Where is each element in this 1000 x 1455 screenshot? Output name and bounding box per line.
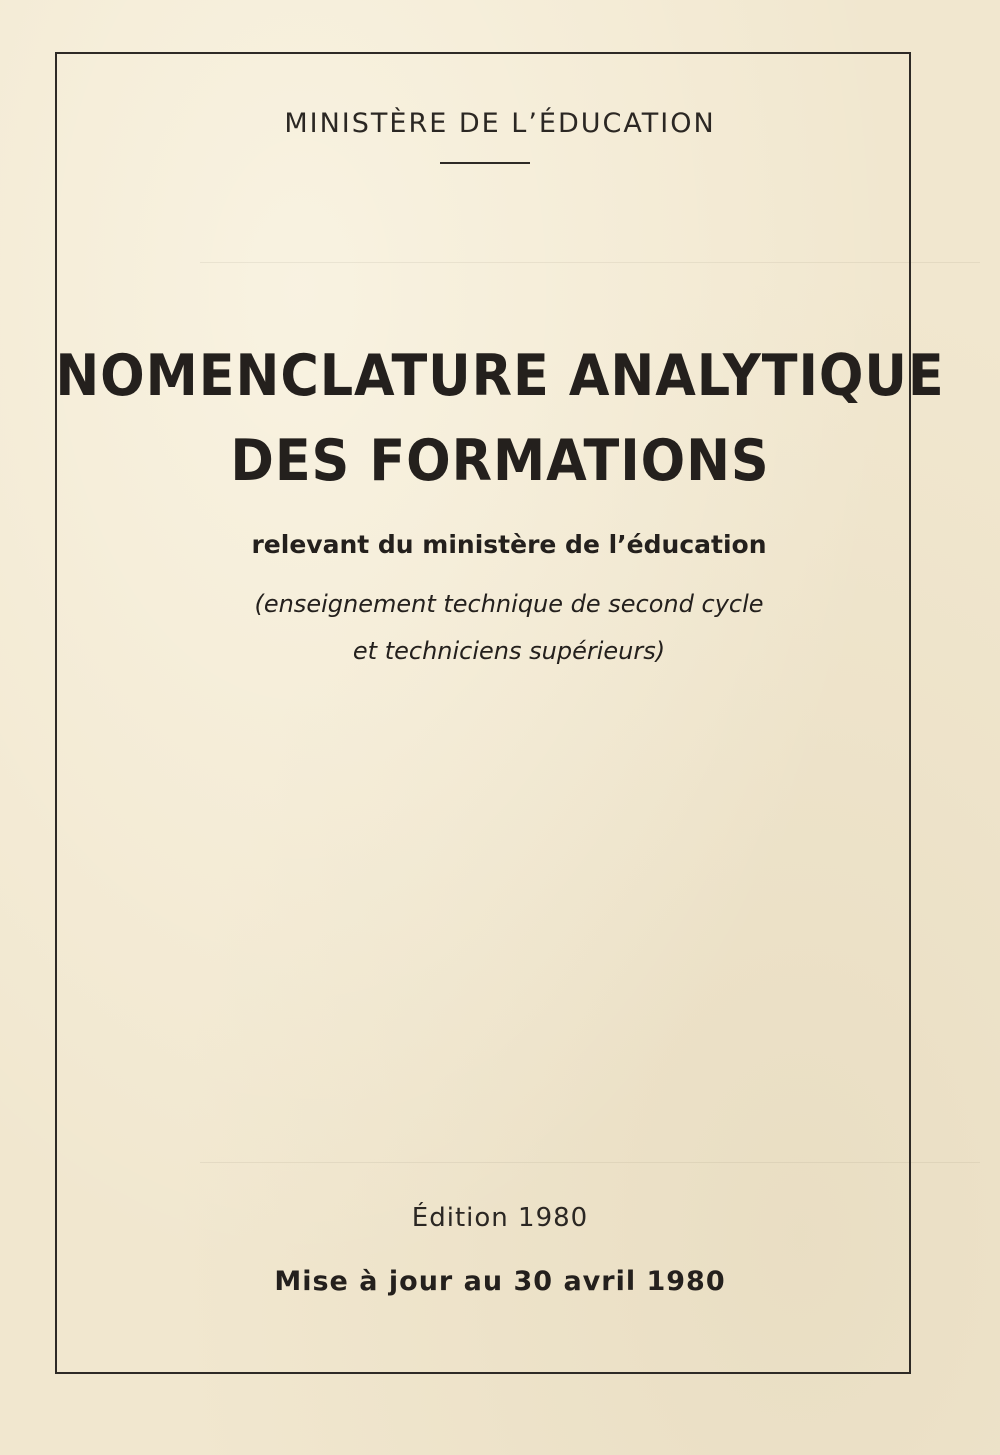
document-title-line-2: DES FORMATIONS (230, 428, 770, 494)
subtitle-line-2: (enseignement technique de second cycle (254, 590, 764, 618)
update-date-label: Mise à jour au 30 avril 1980 (274, 1266, 726, 1297)
cover-frame (55, 52, 911, 1374)
edition-label: Édition 1980 (411, 1203, 589, 1233)
subtitle-line-1: relevant du ministère de l’éducation (251, 530, 767, 559)
ministry-heading: MINISTÈRE DE L’ÉDUCATION (284, 108, 716, 139)
heading-divider (440, 162, 530, 164)
document-title-line-1: NOMENCLATURE ANALYTIQUE (55, 343, 945, 409)
subtitle-line-3: et techniciens supérieurs) (352, 637, 666, 665)
